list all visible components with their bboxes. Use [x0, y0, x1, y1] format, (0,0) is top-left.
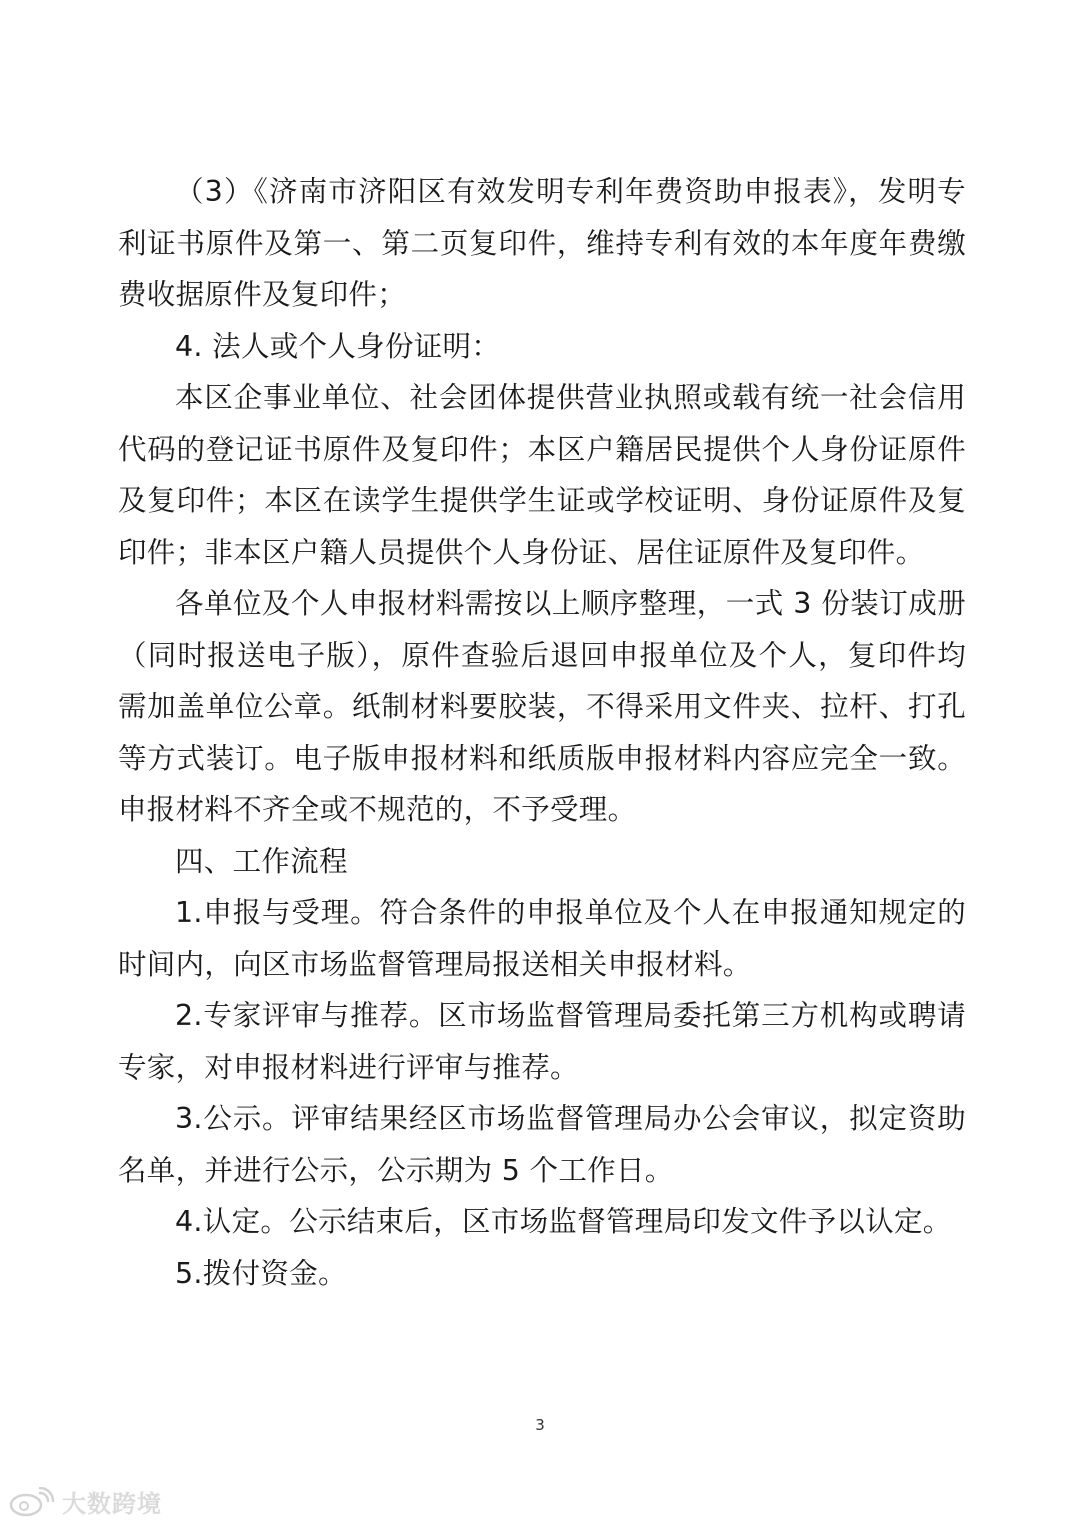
watermark — [6, 1484, 162, 1519]
weibo-logo-icon — [6, 1487, 58, 1517]
workflow-step-1: 1.申报与受理。符合条件的申报单位及个人在申报通知规定的时间内，向区市场监督管理局报送相关申报材料。 — [118, 896, 966, 981]
workflow-step-2: 2.专家评审与推荐。区市场监督管理局委托第三方机构或聘请专家，对申报材料进行评审与推荐。 — [118, 999, 966, 1084]
document-body — [118, 166, 966, 1299]
workflow-step-3: 3.公示。评审结果经区市场监督管理局办公会审议，拟定资助名单，并进行公示，公示期为 5 个工作日。 — [118, 1102, 966, 1187]
section-heading-workflow: 四、工作流程 — [175, 844, 348, 878]
paragraph-identity-heading: 4. 法人或个人身份证明： — [175, 329, 501, 363]
workflow-step-4: 4.认定。公示结束后，区市场监督管理局印发文件予以认定。 — [175, 1205, 952, 1238]
workflow-step-5: 5.拨付资金。 — [175, 1256, 347, 1290]
paragraph-application-form: （3）《济南市济阳区有效发明专利年费资助申报表》，发明专利证书原件及第一、第二页复印件，维持专利有效的本年度年费缴费收据原件及复印件； — [118, 175, 966, 311]
watermark-text: 大数跨境 — [62, 1490, 162, 1518]
paragraph-materials-rules: 各单位及个人申报材料需按以上顺序整理，一式 3 份装订成册（同时报送电子版），原件查验后退回申报单位及个人，复印件均需加盖单位公章。纸制材料要胶装，不得采用文件夹、拉杆、打孔等方式装订。电子版申报材料和纸质版申报材料内容应完全一致。申报材料不齐全或不规范的，不予受理。 — [118, 587, 966, 826]
paragraph-identity-details: 本区企事业单位、社会团体提供营业执照或载有统一社会信用代码的登记证书原件及复印件；本区户籍居民提供个人身份证原件及复印件；本区在读学生提供学生证或学校证明、身份证原件及复印件；非本区户籍人员提供个人身份证、居住证原件及复印件。 — [118, 381, 966, 569]
page-number: 3 — [535, 1416, 545, 1434]
